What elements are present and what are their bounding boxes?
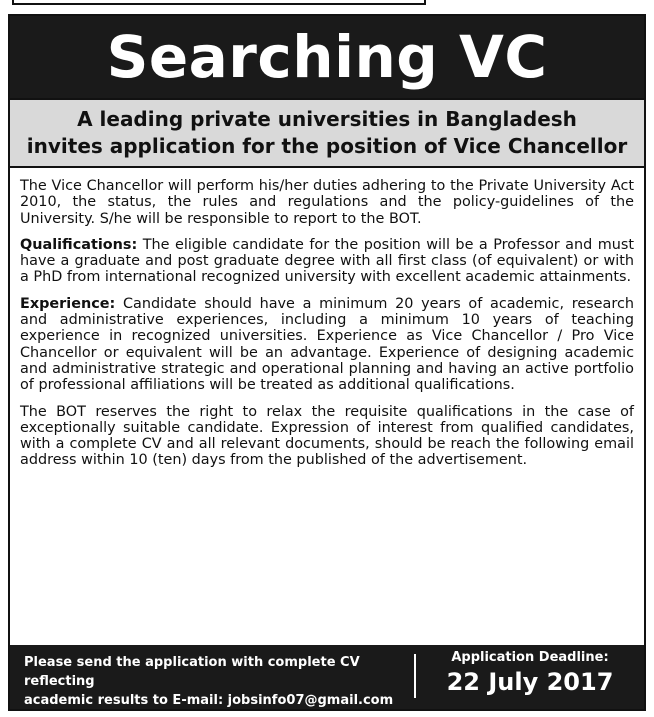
deadline-block xyxy=(424,649,636,697)
experience-label: Experience: xyxy=(20,295,116,312)
deadline-date: 22 July 2017 xyxy=(446,668,614,696)
bot-paragraph: The BOT reserves the right to relax the requisite qualifications in the case of exceptionally suitable candidate. Expression of interest from qualified candidates, with a complete CV and all relevant documents, should be reach the following email address within 10 (ten) days from the published of the advertisement. xyxy=(20,403,634,469)
headline-banner xyxy=(10,16,644,98)
instructions-line-1: Please send the application with complete CV reflecting xyxy=(24,655,360,689)
experience-text: Candidate should have a minimum 20 years of academic, research and administrative experiences, including a minimum 10 years of teaching experience in recognized universities. Experience as Vice Chancellor / Pro Vice Chancellor or equivalent will be an advantage. Experience of designing academic and administrative strategic and operational planning and having an active portfolio of professional affiliations will be treated as additional qualifications. xyxy=(20,295,634,394)
qualifications-paragraph xyxy=(20,237,634,286)
application-instructions xyxy=(24,653,404,710)
top-divider-rule xyxy=(12,0,426,5)
headline: Searching VC xyxy=(106,23,548,91)
deadline-label: Application Deadline: xyxy=(451,650,609,665)
subtitle-line-1: A leading private universities in Bangladesh xyxy=(77,107,577,131)
qualifications-text: The eligible candidate for the position will be a Professor and must have a graduate and post graduate degree with all first class (of equivalent) or with a PhD from international recognized university with excellent academic attainments. xyxy=(20,236,634,286)
instructions-line-2: academic results to E-mail: jobsinfo07@gmail.com xyxy=(24,693,394,708)
intro-paragraph: The Vice Chancellor will perform his/her duties adhering to the Private University Act 2010, the status, the rules and regulations and the policy-guidelines of the University. S/he will be responsible to report to the BOT. xyxy=(20,178,634,227)
ad-body xyxy=(20,178,634,479)
qualifications-label: Qualifications: xyxy=(20,236,138,253)
subtitle-box xyxy=(10,98,644,168)
subtitle-line-2: invites application for the position of Vice Chancellor xyxy=(26,134,628,158)
footer-banner xyxy=(10,645,644,709)
experience-paragraph xyxy=(20,296,634,394)
footer-divider xyxy=(414,654,416,698)
